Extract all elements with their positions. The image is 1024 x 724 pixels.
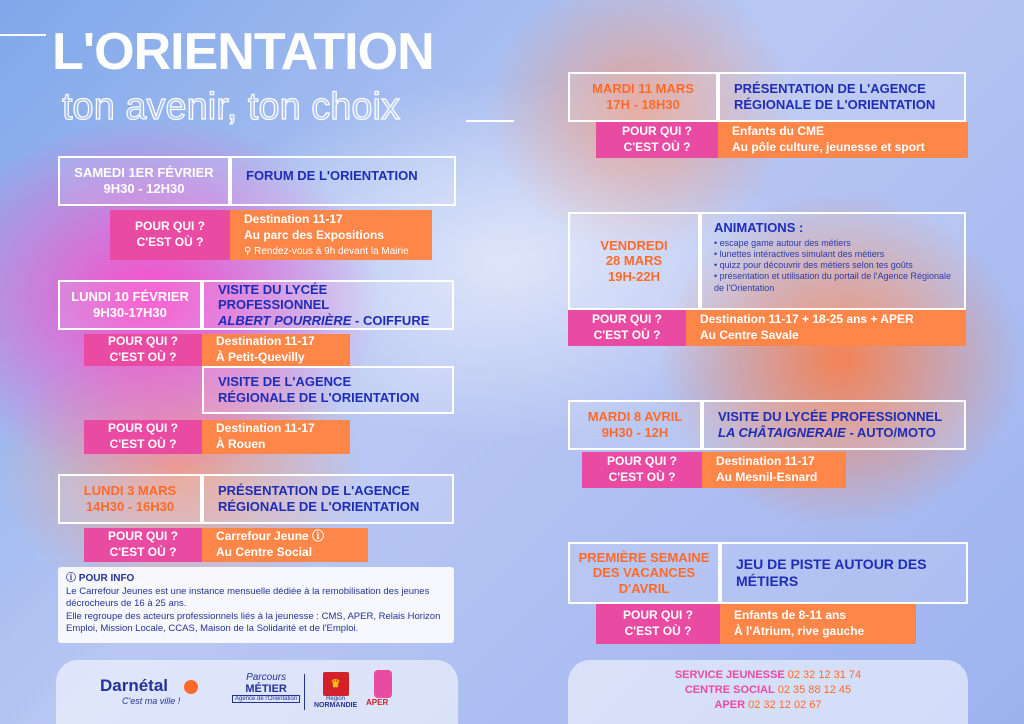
title-line	[0, 34, 46, 36]
footer-contacts	[568, 660, 968, 724]
info-box: ⓘ POUR INFO Le Carrefour Jeunes est une instance mensuelle dédiée à la remobilisation des jeunes décrocheurs de 16 à 25 ans. Elle regroupe des acteurs professionnels liés à la jeunesse : CMS, APER, Relais Horizon Emploi, Mission Locale, CCAS, Maison de la Solidarité et de l'Emploi.	[58, 567, 454, 643]
event-date: LUNDI 3 MARS 14H30 - 16H30	[58, 474, 202, 524]
event-date: VENDREDI 28 MARS 19H-22H	[568, 212, 700, 310]
who-where-label: POUR QUI ? C'EST OÙ ?	[568, 310, 686, 346]
who-where-value: Destination 11-17 Au parc des Expositions ⚲ Rendez-vous à 9h devant la Mairie	[230, 210, 432, 260]
list-item: • présentation et utilisation du portail de l'Agence Régionale de l'Orientation	[714, 271, 952, 293]
who-where-label: POUR QUI ? C'EST OÙ ?	[596, 604, 720, 644]
footer-logos	[56, 660, 458, 724]
event-title: PRÉSENTATION DE L'AGENCE RÉGIONALE DE L'ORIENTATION	[718, 72, 966, 122]
info-icon: ⓘ	[312, 529, 325, 544]
who-where-label: POUR QUI ? C'EST OÙ ?	[84, 528, 202, 562]
contact-item: CENTRE SOCIAL 02 35 88 12 45	[684, 683, 852, 696]
list-item: • escape game autour des métiers	[714, 237, 851, 248]
event-date: PREMIÈRE SEMAINE DES VACANCES D'AVRIL	[568, 542, 720, 604]
contact-list	[568, 668, 968, 713]
gear-icon	[184, 680, 198, 694]
who-where-value: Destination 11-17 À Rouen	[202, 420, 350, 454]
animations-list	[714, 238, 952, 294]
who-where-value: Enfants de 8-11 ans À l'Atrium, rive gauche	[720, 604, 916, 644]
who-where-value: Destination 11-17 Au Mesnil-Esnard	[702, 452, 846, 488]
event-date: MARDI 11 MARS 17H - 18H30	[568, 72, 718, 122]
event-date: SAMEDI 1ER FÉVRIER 9H30 - 12H30	[58, 156, 230, 206]
page-subtitle: ton avenir, ton choix	[62, 86, 400, 128]
lion-icon: ♛	[323, 672, 349, 696]
page-title: L'ORIENTATION	[52, 23, 434, 81]
event-title: PRÉSENTATION DE L'AGENCE RÉGIONALE DE L'ORIENTATION	[202, 474, 454, 524]
event-title: VISITE DE L'AGENCE RÉGIONALE DE L'ORIENTATION	[202, 366, 454, 414]
list-item: • lunettes intéractives simulant des métiers	[714, 248, 885, 259]
who-where-value: Carrefour Jeune ⓘ Au Centre Social	[202, 528, 368, 562]
who-where-value: Destination 11-17 + 18-25 ans + APER Au Centre Savale	[686, 310, 966, 346]
who-where-value: Destination 11-17 À Petit-Quevilly	[202, 334, 350, 366]
who-where-label: POUR QUI ? C'EST OÙ ?	[84, 420, 202, 454]
aper-figure-icon	[374, 670, 392, 698]
logo-divider	[304, 674, 305, 710]
subtitle-line	[466, 120, 514, 122]
event-title: VISITE DU LYCÉE PROFESSIONNEL LA CHÂTAIGNERAIE - AUTO/MOTO	[702, 400, 966, 450]
who-where-value: Enfants du CME Au pôle culture, jeunesse et sport	[718, 122, 968, 158]
darnetal-logo: Darnétal C'est ma ville !	[100, 676, 181, 706]
location-pin-icon: ⚲	[244, 245, 255, 257]
event-title: ANIMATIONS : • escape game autour des métiers • lunettes intéractives simulant des métiers • quizz pour découvrir des métiers selon tes goûts • présentation et utilisation du portail de l'Agence Régionale de l'Orientation	[700, 212, 966, 310]
list-item: • quizz pour découvrir des métiers selon tes goûts	[714, 260, 913, 271]
who-where-label: POUR QUI ? C'EST OÙ ?	[582, 452, 702, 488]
contact-item: APER 02 32 12 02 67	[714, 698, 822, 711]
contact-item: SERVICE JEUNESSE 02 32 12 31 74	[674, 669, 862, 681]
event-title: VISITE DU LYCÉE PROFESSIONNEL ALBERT POURRIÈRE - COIFFURE	[202, 280, 454, 330]
event-date: LUNDI 10 FÉVRIER 9H30-17H30	[58, 280, 202, 330]
aper-logo: APER	[366, 670, 406, 712]
who-where-label: POUR QUI ? C'EST OÙ ?	[84, 334, 202, 366]
who-where-label: POUR QUI ? C'EST OÙ ?	[596, 122, 718, 158]
info-icon: ⓘ	[66, 573, 79, 584]
region-normandie-logo: ♛ Région NORMANDIE	[314, 672, 357, 709]
event-date: MARDI 8 AVRIL 9H30 - 12H	[568, 400, 702, 450]
event-title: FORUM DE L'ORIENTATION	[230, 156, 456, 206]
who-where-label: POUR QUI ? C'EST OÙ ?	[110, 210, 230, 260]
event-title: JEU DE PISTE AUTOUR DES MÉTIERS	[720, 542, 968, 604]
parcours-metier-logo: Parcours MÉTIER Agence de l'Orientation	[232, 672, 300, 703]
